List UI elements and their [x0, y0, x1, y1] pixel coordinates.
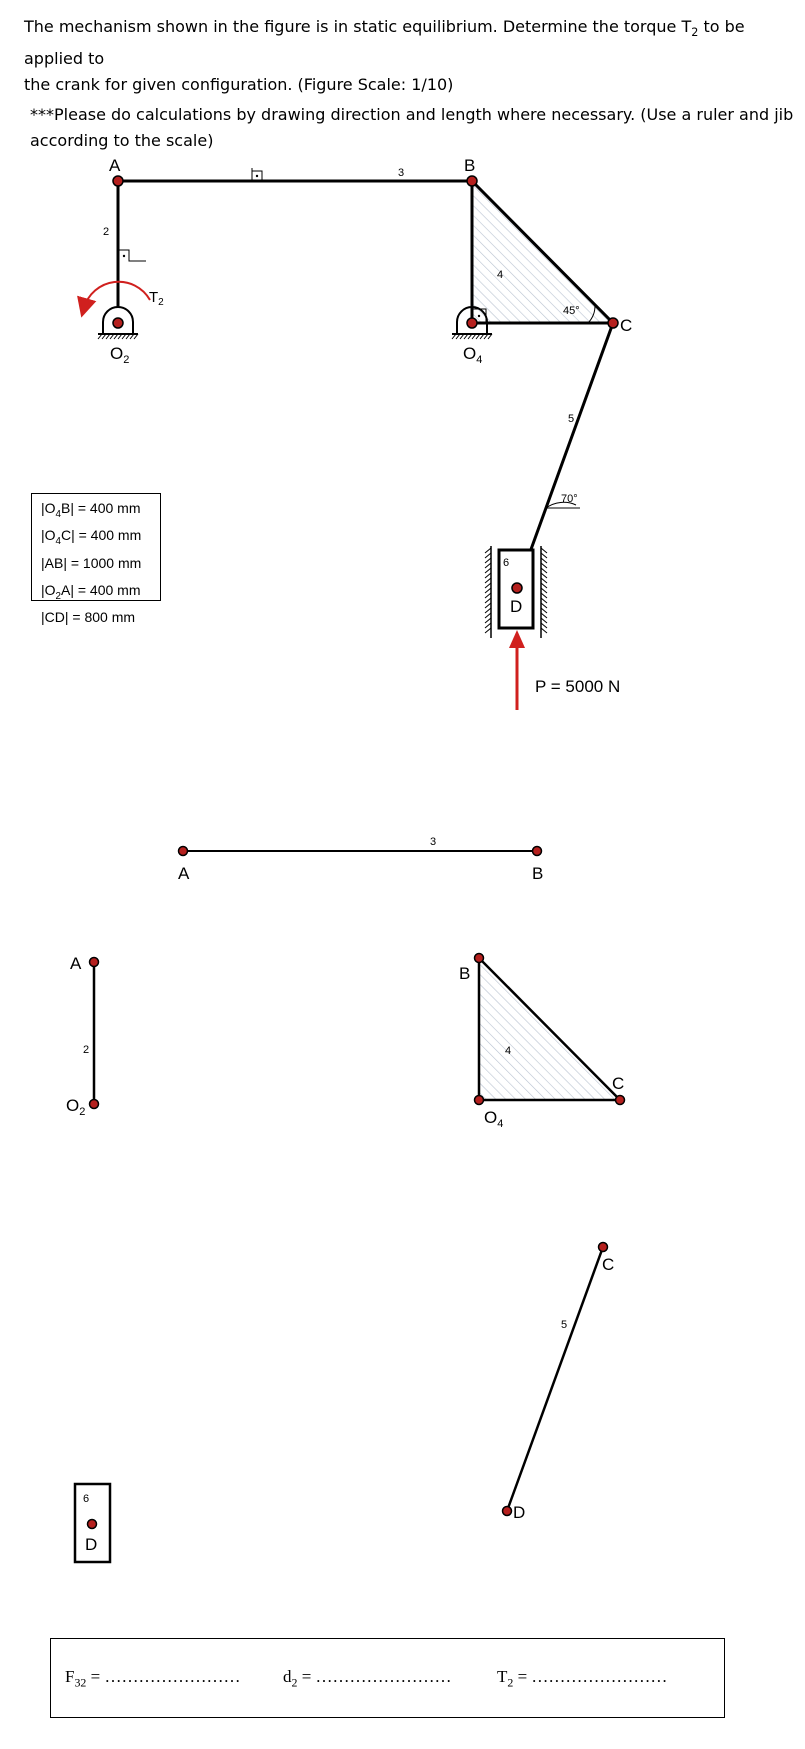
- label-a: A: [109, 156, 121, 175]
- fbd5-joint-d: [503, 1507, 512, 1516]
- fbd3-joint-a: [179, 847, 188, 856]
- joint-d: [512, 583, 522, 593]
- instruction-line-1: ***Please do calculations by drawing direction and length where necessary. (Use a ruler and jib: [30, 105, 794, 125]
- instruction-line-2: according to the scale): [30, 131, 214, 151]
- dimension-cd: |CD| = 800 mm: [41, 609, 136, 626]
- fbd-link-5: [503, 1243, 615, 1523]
- label-d: D: [510, 597, 523, 616]
- label-link-5: 5: [568, 413, 575, 425]
- label-link-4: 4: [497, 269, 504, 281]
- label-link-3: 3: [398, 167, 405, 179]
- fbd6-joint-d: [88, 1520, 97, 1529]
- dimension-ab: |AB| = 1000 mm: [41, 554, 142, 571]
- fbd-link-2: [66, 954, 99, 1118]
- joint-o4: [467, 318, 477, 328]
- answer-d2[interactable]: $d_2$ = ……………………: [283, 1667, 452, 1690]
- answer-t2[interactable]: $T_2$ = ……………………: [497, 1667, 668, 1690]
- force-p-arrowhead: [509, 630, 525, 648]
- fbd4-label-link: 4: [505, 1045, 512, 1057]
- fbd4-joint-o4: [475, 1096, 484, 1105]
- problem-line-1: The mechanism shown in the figure is in static equilibrium. Determine the torque $T_2$ to be applied to: [24, 17, 745, 69]
- guide-hatch-left: [485, 548, 491, 633]
- answer-f32[interactable]: $F_{32}$ = ……………………: [65, 1667, 241, 1690]
- fbd5-label-c: C: [602, 1255, 615, 1274]
- fbd4-label-b: B: [459, 964, 471, 983]
- joint-c: [608, 318, 618, 328]
- fbd5-label-d: D: [513, 1503, 526, 1522]
- fbd4-label-o4: $O_4$: [484, 1108, 504, 1130]
- fbd4-joint-b: [475, 954, 484, 963]
- label-o4: $O_4$: [463, 344, 483, 366]
- problem-line-2: the crank for given configuration. (Figure Scale: 1/10): [24, 75, 454, 95]
- label-force-p: P = 5000 N: [535, 677, 621, 696]
- dimension-o4b: $|O_4B| = 400$ mm: [41, 500, 141, 520]
- fbd3-label-a: A: [178, 864, 190, 883]
- fbd5-joint-c: [599, 1243, 608, 1252]
- fbd3-label-b: B: [532, 864, 544, 883]
- fbd2-label-a: A: [70, 954, 82, 973]
- dimensions-table: [31, 493, 161, 626]
- answer-box: [50, 1638, 725, 1718]
- dimension-o2a: $|O_2A| = 400$ mm: [41, 581, 141, 602]
- fbd2-joint-a: [90, 958, 99, 967]
- fbd4-joint-c: [616, 1096, 625, 1105]
- link-5: [517, 323, 613, 588]
- label-b: B: [464, 156, 476, 175]
- fbd5-label-link: 5: [561, 1319, 568, 1331]
- label-angle-70: 70°: [561, 493, 578, 505]
- label-link-6: 6: [503, 557, 510, 569]
- right-angle-dot: [123, 255, 125, 257]
- joint-o2: [113, 318, 123, 328]
- right-angle-mark-2: [118, 250, 146, 261]
- fbd4-label-c: C: [612, 1074, 625, 1093]
- label-angle-45: 45°: [563, 305, 580, 317]
- link-4-triangle: [472, 181, 613, 323]
- assembled-mechanism: [84, 156, 632, 710]
- fbd-slider-6: [75, 1484, 110, 1562]
- fbd3-label-link: 3: [430, 836, 437, 848]
- fbd2-label-link: 2: [83, 1044, 90, 1056]
- joint-a: [113, 176, 123, 186]
- label-t2: $T_2$: [149, 289, 164, 308]
- fbd-link-4: [459, 954, 625, 1131]
- fbd-link-3: [178, 836, 543, 883]
- fbd2-label-o2: $O_2$: [66, 1096, 86, 1118]
- fbd3-joint-b: [533, 847, 542, 856]
- guide-hatch-right: [541, 548, 547, 633]
- joint-b: [467, 176, 477, 186]
- right-angle-dot-3: [256, 175, 258, 177]
- label-o2: $O_2$: [110, 344, 130, 366]
- fbd2-joint-o2: [90, 1100, 99, 1109]
- label-link-2: 2: [103, 226, 110, 238]
- right-angle-dot-4: [478, 315, 480, 317]
- fbd6-label-d: D: [85, 1535, 98, 1554]
- label-c: C: [620, 316, 633, 335]
- dimension-o4c: $|O_4C| = 400$ mm: [41, 527, 142, 548]
- fbd6-label-link: 6: [83, 1493, 90, 1505]
